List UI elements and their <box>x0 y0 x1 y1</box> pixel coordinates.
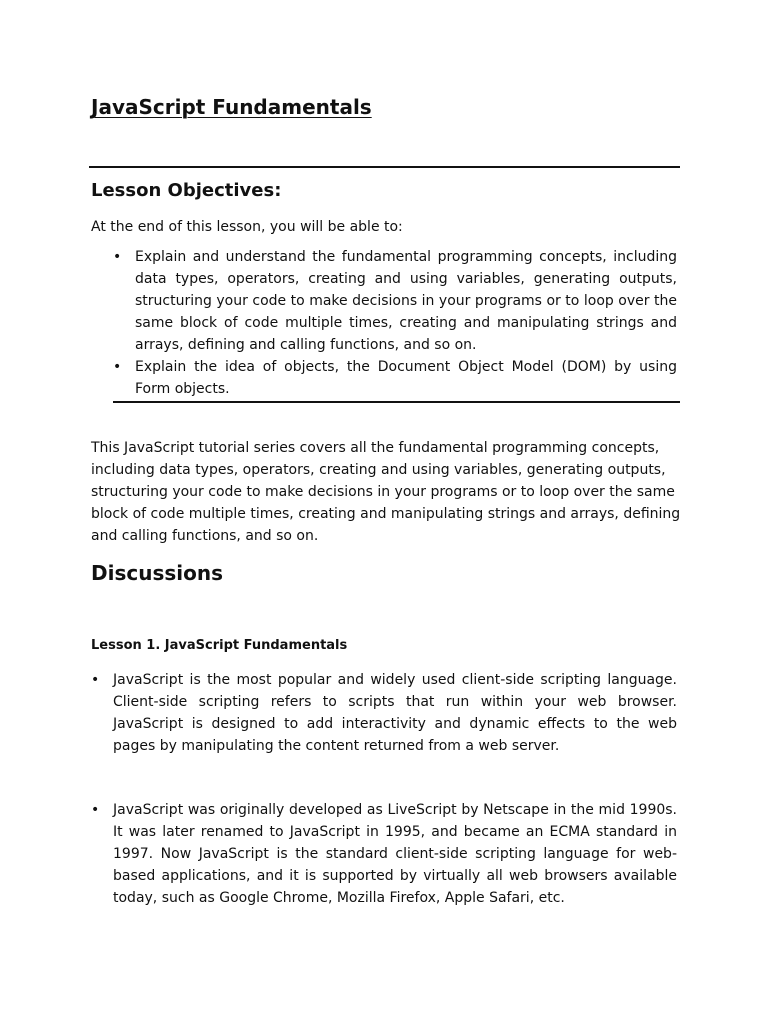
objective-text: Explain and understand the fundamental programming concepts, including data types, operators, creating and using variables, generating outputs, structuring your code to make decisions in your programs or to loop over the same block of code multiple times, creating and manipulating strings and arrays, defining and calling functions, and so on. <box>135 249 677 353</box>
objective-item <box>113 356 677 400</box>
objectives-bottom-divider <box>113 401 680 403</box>
bullet-icon: • <box>91 672 100 688</box>
lesson-1-heading: Lesson 1. JavaScript Fundamentals <box>91 638 348 653</box>
discussions-heading: Discussions <box>91 561 224 585</box>
objective-text: Explain the idea of objects, the Document Object Model (DOM) by using Form objects. <box>135 359 677 397</box>
lesson-objectives-intro: At the end of this lesson, you will be able to: <box>91 219 403 235</box>
discussion-item <box>91 799 677 909</box>
discussion-list <box>91 669 677 757</box>
objective-item <box>113 246 677 356</box>
top-divider <box>89 166 680 168</box>
discussion-list <box>91 799 677 909</box>
bullet-icon: • <box>113 359 122 375</box>
lesson-objectives-heading: Lesson Objectives: <box>91 180 282 201</box>
bullet-icon: • <box>113 249 122 265</box>
discussion-text: JavaScript is the most popular and widely used client-side scripting language. Client-side scripting refers to scripts that run within your web browser. JavaScript is designed to add interactivity and dynamic effects to the web pages by manipulating the content returned from a web server. <box>113 672 677 754</box>
bullet-icon: • <box>91 802 100 818</box>
lesson-objectives-list <box>113 246 677 400</box>
discussion-item <box>91 669 677 757</box>
tutorial-summary: This JavaScript tutorial series covers all the fundamental programming concepts, including data types, operators, creating and using variables, generating outputs, structuring your code to make decisions in your programs or to loop over the same block of code multiple times, creating and manipulating strings and arrays, defining and calling functions, and so on. <box>91 440 681 544</box>
discussion-text: JavaScript was originally developed as LiveScript by Netscape in the mid 1990s. It was later renamed to JavaScript in 1995, and became an ECMA standard in 1997. Now JavaScript is the standard client-side scripting language for web-based applications, and it is supported by virtually all web browsers available today, such as Google Chrome, Mozilla Firefox, Apple Safari, etc. <box>113 802 677 906</box>
document-title: JavaScript Fundamentals <box>91 95 372 119</box>
